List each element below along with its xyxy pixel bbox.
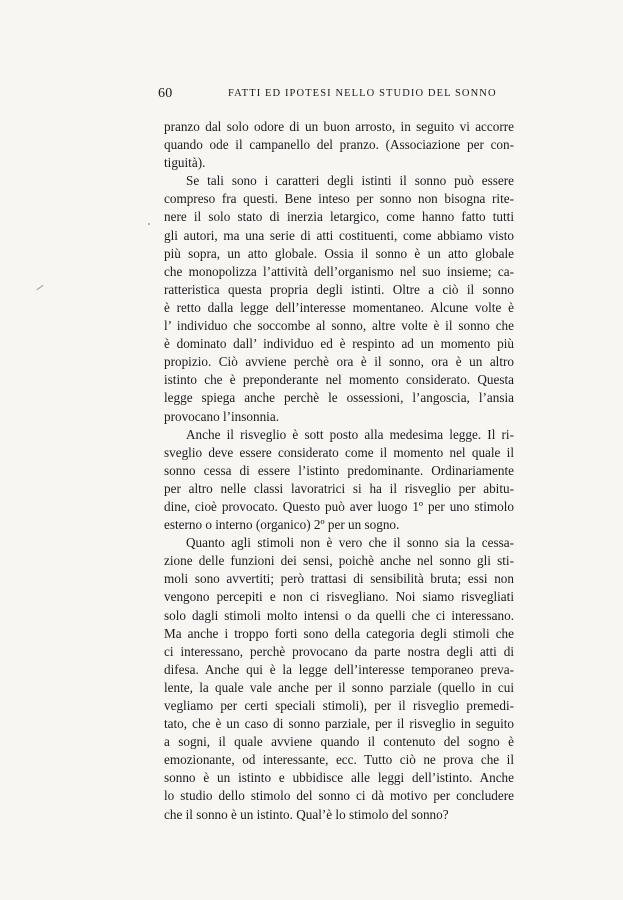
text-line: zione delle funzioni dei sensi, poichè anche nel sonno gli sti- [164, 553, 514, 569]
text-line: sveglio deve essere considerato come il momento nel quale il [164, 444, 514, 460]
text-line: sonno è un istinto e ubbidisce alle leggi dell’istinto. Anche [164, 770, 514, 786]
text-line: istinto che è preponderante nel momento considerato. Questa [164, 372, 514, 388]
text-line: pranzo dal solo odore di un buon arrosto, in seguito vi accorre [164, 119, 514, 134]
text-line: vengono percepiti e non ci risvegliano. Noi siamo risvegliati [164, 589, 514, 605]
text-line: più sopra, un atto globale. Ossia il sonno è un atto globale [164, 245, 514, 261]
text-line: sonno cessa di essere l’istinto predominante. Ordinariamente [164, 462, 514, 478]
page-number: 60 [158, 86, 173, 101]
text-line: emozionante, od interessante, ecc. Tutto ciò ne prova che il [164, 752, 514, 768]
text-line: è retto dalla legge dell’interesse momentaneo. Alcune volte è [164, 299, 514, 315]
text-line: moli sono avvertiti; però trattasi di sensibilità bruta; essi non [164, 571, 514, 587]
page-header [158, 86, 514, 106]
body-text [164, 118, 514, 824]
text-line: gli autori, ma una serie di atti costituenti, come abbiamo visto [164, 227, 514, 243]
text-line: è dominato dall’ individuo ed è respinto ad un momento più [164, 336, 514, 352]
text-line: vegliamo per certi speciali stimoli), per il risveglio premedi- [164, 698, 514, 713]
text-line: quando ode il campanello del pranzo. (Associazione per con- [164, 137, 514, 153]
text-line: nere il solo stato di inerzia letargico, come hanno fatto tutti [164, 209, 514, 225]
text-line: propizio. Ciò avviene perchè ora è il sonno, ora è un altro [164, 354, 514, 370]
text-line: Anche il risveglio è sott posto alla medesima legge. Il ri- [186, 426, 514, 442]
text-line: difesa. Anche qui è la legge dell’interesse temporaneo preva- [164, 661, 514, 677]
text-line: provocano l’insonnia. [164, 408, 279, 424]
margin-pencil-mark [36, 285, 43, 290]
text-line: compreso fra questi. Bene inteso per sonno non bisogna rite- [164, 191, 514, 207]
text-line: esterno o interno (organico) 2º per un sogno. [164, 517, 400, 533]
text-line: legge spiega anche perchè le ossessioni, l’angoscia, l’ansia [164, 390, 514, 406]
text-line: che il sonno è un istinto. Qual’è lo stimolo del sonno? [164, 806, 449, 822]
text-line: tato, che è un caso di sonno parziale, per il risveglio in seguito [164, 716, 514, 732]
text-line: che monopolizza l’attività dell’organismo nel suo insieme; ca- [164, 263, 514, 279]
text-line: per altro nelle classi lavoratrici si ha il risveglio per abitu- [164, 480, 514, 496]
ink-speck [148, 223, 150, 225]
text-line: lo studio dello stimolo del sonno ci dà motivo per concludere [164, 788, 514, 804]
text-line: dine, cioè provocato. Questo può aver luogo 1º per uno stimolo [164, 498, 514, 514]
text-line: lente, la quale vale anche per il sonno parziale (quello in cui [164, 679, 514, 695]
text-line: Ma anche i troppo forti sono della categoria degli stimoli che [164, 625, 514, 641]
text-line: ratteristica questa propria degli istinti. Oltre a ciò il sonno [164, 281, 514, 297]
text-line: l’ individuo che soccombe al sonno, altre volte è il sonno che [164, 318, 514, 334]
text-line: a sogni, il quale avviene quando il contenuto del sogno è [164, 734, 514, 750]
running-title: FATTI ED IPOTESI NELLO STUDIO DEL SONNO [228, 88, 497, 99]
text-line: Quanto agli stimoli non è vero che il sonno sia la cessa- [186, 535, 514, 551]
text-line: solo dagli stimoli molto intensi o da quelli che ci interessano. [164, 607, 514, 623]
text-line: ci interessano, perchè provocano da parte nostra degli atti di [164, 643, 514, 659]
text-line: tiguità). [164, 155, 206, 171]
text-line: Se tali sono i caratteri degli istinti il sonno può essere [186, 173, 514, 189]
